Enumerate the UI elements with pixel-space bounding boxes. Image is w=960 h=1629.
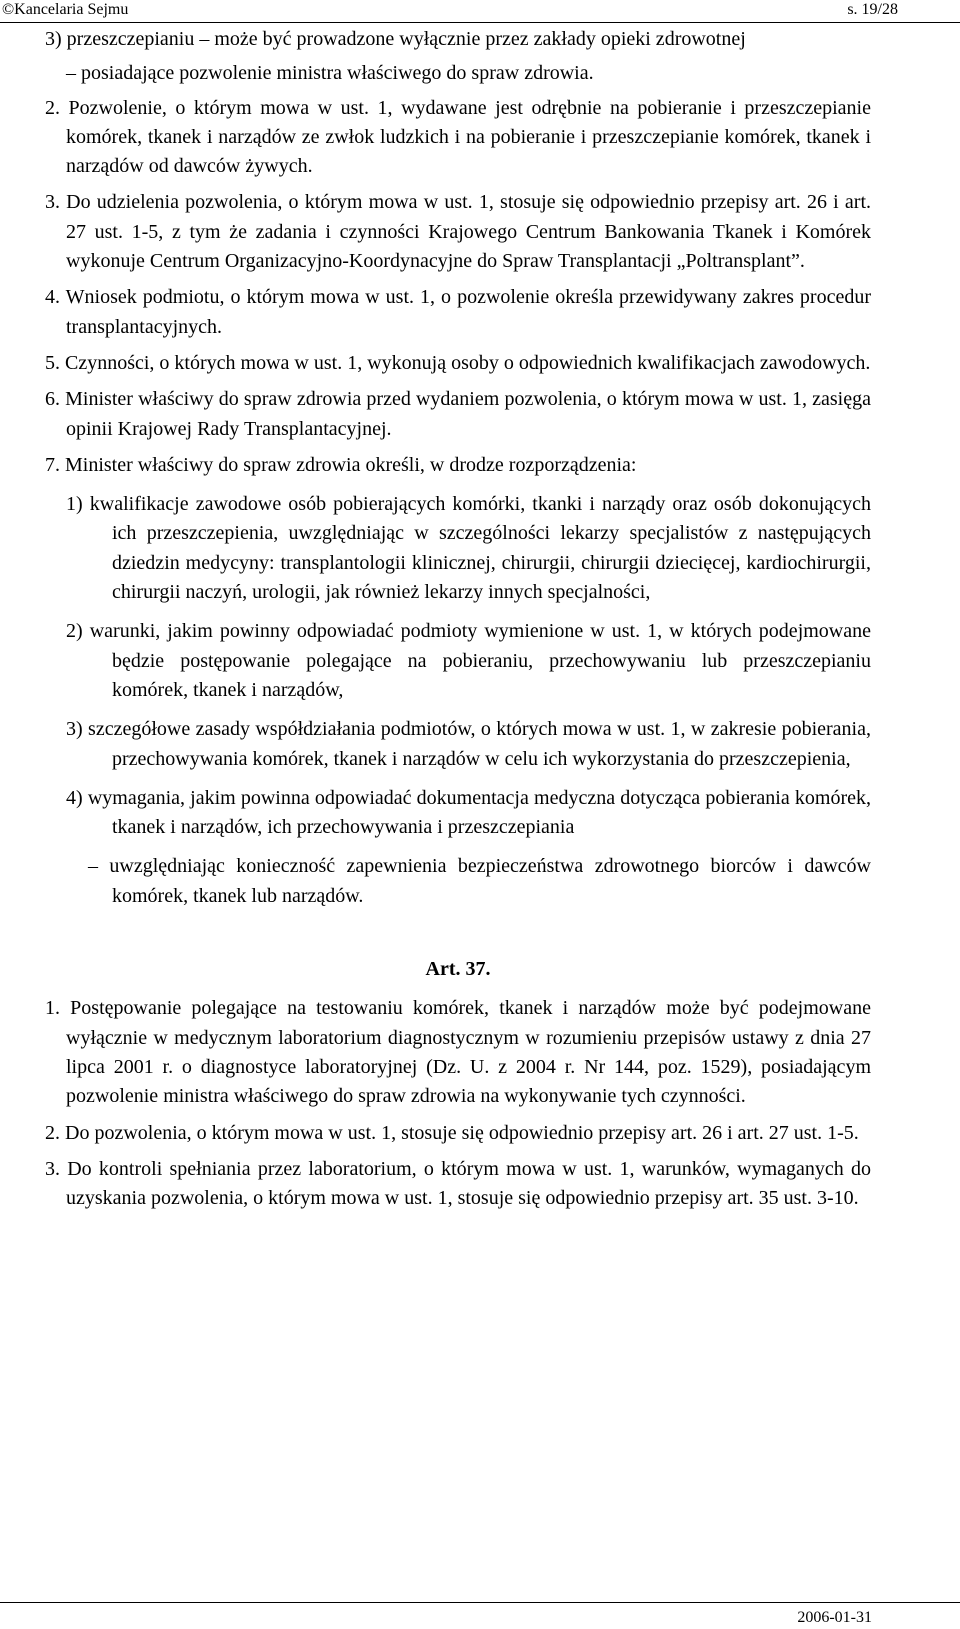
- page-footer: [0, 1602, 960, 1629]
- article-section-3: 3. Do kontroli spełniania przez laboratorium, o którym mowa w ust. 1, warunków, wymaganych do uzyskania pozwolenia, o którym mowa w ust. 1, stosuje się odpowiednio przepisy art. 35 ust. 3-10.: [45, 1157, 871, 1210]
- section-6: 6. Minister właściwy do spraw zdrowia przed wydaniem pozwolenia, o którym mowa w ust. 1, zasięga opinii Krajowej Rady Transplantacyjnej.: [45, 388, 871, 440]
- article-section-2: 2. Do pozwolenia, o którym mowa w ust. 1, stosuje się odpowiednio przepisy art. 26 i art. 27 ust. 1-5.: [45, 1121, 859, 1144]
- list-item: 2) warunki, jakim powinny odpowiadać podmioty wymienione w ust. 1, w których podejmowane będzie postępowanie polegające na pobieraniu, przechowywaniu lub przeszczepianiu komórek, tkanek i narządów,: [66, 620, 871, 701]
- section-3: 3. Do udzielenia pozwolenia, o którym mowa w ust. 1, stosuje się odpowiednio przepisy art. 26 i art. 27 ust. 1-5, z tym że zadania i czynności Krajowego Centrum Bankowania Tkanek i Komórek wykonuje Centrum Organizacyjno-Koordynacyjne do Spraw Transplantacji „Poltransplant”.: [45, 191, 871, 273]
- list-item: 1) kwalifikacje zawodowe osób pobierających komórki, tkanki i narządy oraz osób dokonujących ich przeszczepienia, uwzględniając w szczególności lekarzy specjalistów z następujących dziedzin medycyny: transplantologii klinicznej, chirurgii, chirurgii dziecięcej, kardiochirurgii, chirurgii naczyń, urologii, jak również lekarzy innych specjalności,: [66, 493, 871, 604]
- paragraph-3-item: 3) przeszczepianiu – może być prowadzone wyłącznie przez zakłady opieki zdrowotnej: [45, 28, 746, 50]
- paragraph-3-continuation: – posiadające pozwolenie ministra właściwego do spraw zdrowia.: [66, 62, 594, 85]
- list-item: 3) szczegółowe zasady współdziałania podmiotów, o których mowa w ust. 1, w zakresie pobierania, przechowywania komórek, tkanek i narządów w celu ich wykorzystania do przeszczepienia,: [66, 718, 871, 770]
- article-section-1: 1. Postępowanie polegające na testowaniu komórek, tkanek i narządów może być podejmowane wyłącznie w medycznym laboratorium diagnostycznym w rozumieniu przepisów ustawy z dnia 27 lipca 2001 r. o diagnostyce laboratoryjnej (Dz. U. z 2004 r. Nr 144, poz. 1529), posiadającym pozwolenie ministra właściwego do spraw zdrowia na wykonywanie tych czynności.: [45, 997, 871, 1108]
- footer-date: 2006-01-31: [797, 1609, 872, 1626]
- page-header: [0, 0, 960, 23]
- list-item: 4) wymagania, jakim powinna odpowiadać dokumentacja medyczna dotycząca pobierania komórek, tkanek i narządów, ich przechowywania i przeszczepiania: [66, 786, 871, 839]
- header-source: ©Kancelaria Sejmu: [2, 1, 129, 18]
- section-7: 7. Minister właściwy do spraw zdrowia określi, w drodze rozporządzenia:: [45, 453, 637, 476]
- section-2: 2. Pozwolenie, o którym mowa w ust. 1, wydawane jest odrębnie na pobieranie i przeszczepianie komórek, tkanek i narządów ze zwłok ludzkich i na pobieranie i przeszczepianie komórek, tkanek i narządów od dawców żywych.: [45, 96, 871, 178]
- header-page-number: s. 19/28: [847, 1, 898, 18]
- document-body: [45, 25, 871, 1213]
- section-5: 5. Czynności, o których mowa w ust. 1, wykonują osoby o odpowiednich kwalifikacjach zawodowych.: [45, 351, 871, 374]
- article-title: Art. 37.: [425, 958, 491, 981]
- section-4: 4. Wniosek podmiotu, o którym mowa w ust. 1, o pozwolenie określa przewidywany zakres procedur transplantacyjnych.: [45, 286, 871, 338]
- section-7-closing: – uwzględniając konieczność zapewnienia bezpieczeństwa zdrowotnego biorców i dawców komórek, tkanek lub narządów.: [88, 855, 871, 907]
